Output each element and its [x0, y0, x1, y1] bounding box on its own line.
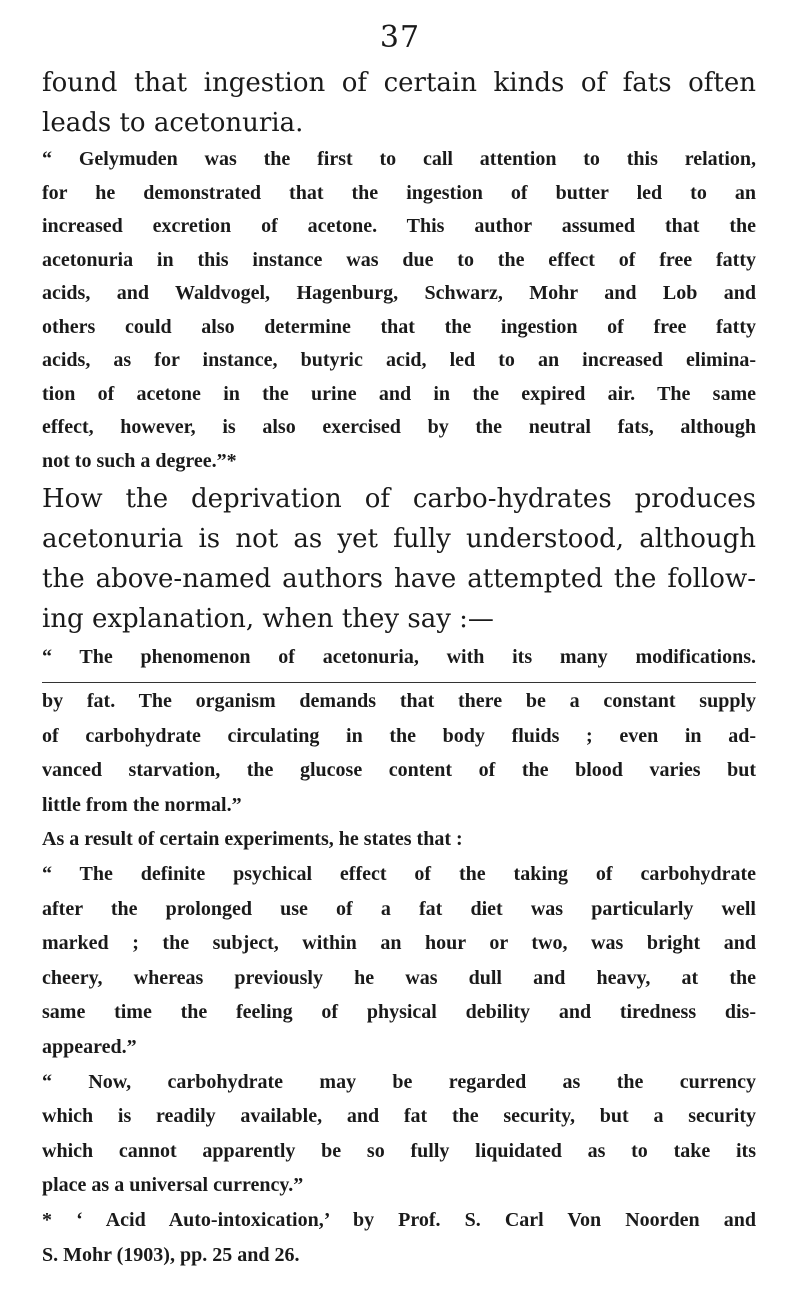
text-line: the above-named authors have attempted the follow-: [42, 564, 756, 594]
text-line: acids, as for instance, butyric acid, led to an increased elimina-: [42, 349, 756, 371]
text-line: How the deprivation of carbo-hydrates produces: [42, 484, 756, 514]
text-line: cheery, whereas previously he was dull and heavy, at the: [42, 966, 756, 989]
text-line: others could also determine that the ingestion of free fatty: [42, 315, 756, 338]
footnote-line: * ‘ Acid Auto-intoxication,’ by Prof. S. Carl Von Noorden and: [42, 1209, 756, 1231]
text-line: “ Gelymuden was the first to call attention to this relation,: [42, 148, 756, 170]
page-number: 37: [379, 20, 421, 55]
text-line: “ The definite psychical effect of the taking of carbohydrate: [42, 863, 756, 885]
text-line: leads to acetonuria.: [42, 108, 304, 138]
footnote-line: S. Mohr (1903), pp. 25 and 26.: [42, 1243, 300, 1266]
text-line: of carbohydrate circulating in the body fluids ; even in ad-: [42, 724, 756, 747]
text-line: which cannot apparently be so fully liquidated as to take its: [42, 1139, 756, 1162]
text-line: As a result of certain experiments, he states that :: [42, 828, 463, 851]
text-line: ing explanation, when they say :—: [42, 604, 494, 634]
text-line: increased excretion of acetone. This author assumed that the: [42, 215, 756, 237]
text-line: for he demonstrated that the ingestion of butter led to an: [42, 181, 756, 204]
text-line: effect, however, is also exercised by the neutral fats, although: [42, 416, 756, 438]
text-line: “ Now, carbohydrate may be regarded as the currency: [42, 1070, 756, 1093]
text-line: tion of acetone in the urine and in the expired air. The same: [42, 382, 756, 405]
text-line: marked ; the subject, within an hour or two, was bright and: [42, 932, 756, 955]
text-line: by fat. The organism demands that there be a constant supply: [42, 690, 756, 712]
text-line: place as a universal currency.”: [42, 1174, 304, 1197]
text-line: appeared.”: [42, 1036, 137, 1058]
text-line: after the prolonged use of a fat diet was particularly well: [42, 897, 756, 920]
text-line: same time the feeling of physical debility and tiredness dis-: [42, 1001, 756, 1024]
text-line: found that ingestion of certain kinds of fats often: [42, 68, 756, 98]
text-line: acids, and Waldvogel, Hagenburg, Schwarz, Mohr and Lob and: [42, 282, 756, 304]
text-line: which is readily available, and fat the security, but a security: [42, 1105, 756, 1128]
section-divider: [42, 682, 756, 683]
text-line: acetonuria is not as yet fully understood, although: [42, 524, 756, 554]
text-line: not to such a degree.”*: [42, 449, 237, 472]
text-line: vanced starvation, the glucose content of the blood varies but: [42, 759, 756, 782]
text-line: little from the normal.”: [42, 793, 242, 816]
text-line: “ The phenomenon of acetonuria, with its many modifications.: [42, 646, 756, 668]
text-line: acetonuria in this instance was due to the effect of free fatty: [42, 248, 756, 271]
